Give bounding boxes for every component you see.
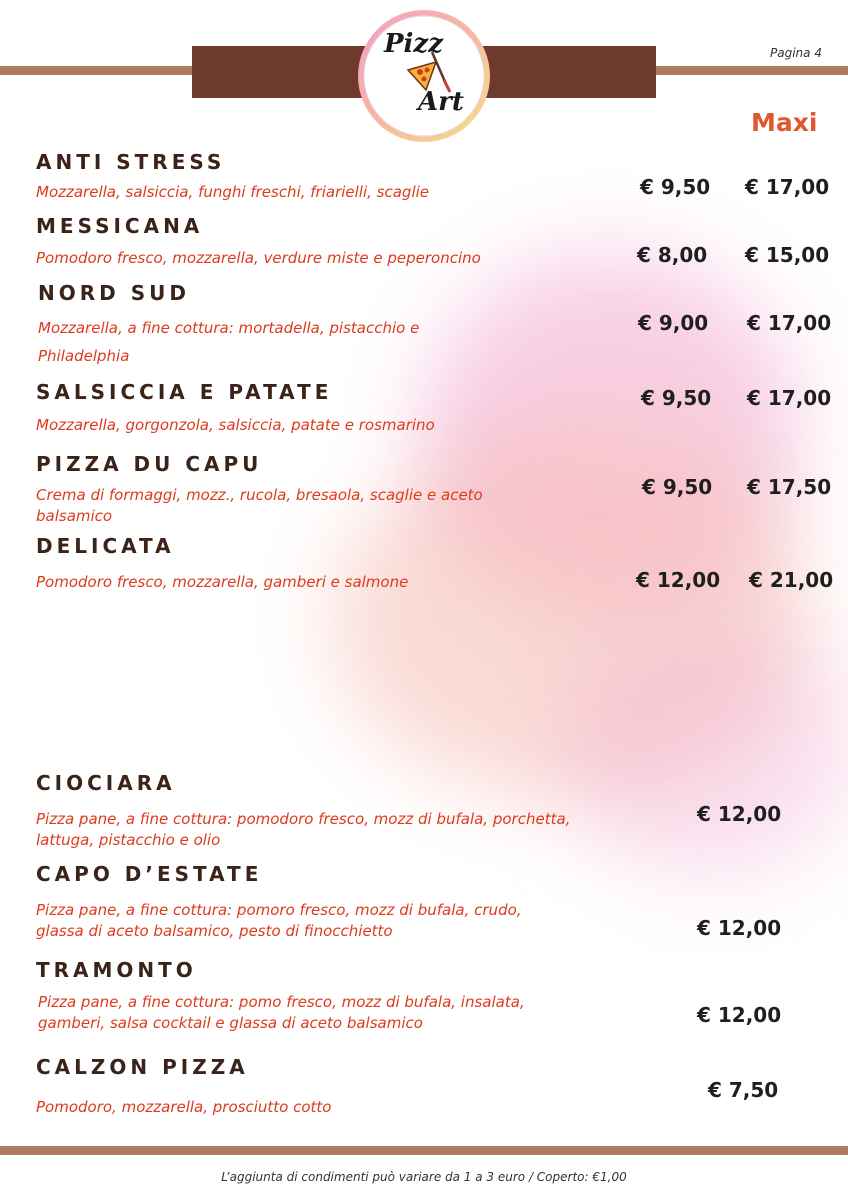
special-description-cont: lattuga, pistacchio e olio — [36, 831, 221, 849]
pizza-price: € 9,00 — [638, 311, 709, 335]
special-price: € 12,00 — [697, 916, 782, 940]
pizza-price-maxi: € 21,00 — [749, 568, 834, 592]
pizza-price: € 8,00 — [637, 243, 708, 267]
watercolor-stain — [560, 620, 848, 880]
special-price: € 12,00 — [697, 802, 782, 826]
special-description-cont: gamberi, salsa cocktail e glassa di aceto balsamico — [38, 1014, 423, 1032]
pizza-price: € 9,50 — [642, 475, 713, 499]
pizzart-logo — [356, 8, 492, 144]
pizza-price: € 9,50 — [640, 175, 711, 199]
special-description: Pomodoro, mozzarella, prosciutto cotto — [36, 1098, 332, 1116]
special-price: € 12,00 — [697, 1003, 782, 1027]
special-description: Pizza pane, a fine cottura: pomo fresco, mozz di bufala, insalata, — [38, 993, 525, 1011]
special-name: CAPO D’ESTATE — [36, 862, 263, 886]
special-name: TRAMONTO — [36, 958, 197, 982]
pizza-name: SALSICCIA E PATATE — [36, 380, 333, 404]
header-bar-left — [0, 66, 192, 75]
special-description-cont: glassa di aceto balsamico, pesto di finocchietto — [36, 922, 393, 940]
pizza-price-maxi: € 17,00 — [747, 386, 832, 410]
pizza-description: Mozzarella, gorgonzola, salsiccia, patate e rosmarino — [36, 416, 435, 434]
pizza-description: Mozzarella, salsiccia, funghi freschi, friarielli, scaglie — [36, 183, 430, 201]
pizza-price-maxi: € 17,50 — [747, 475, 832, 499]
footer-bar — [0, 1146, 848, 1155]
pizza-name: NORD SUD — [38, 281, 190, 305]
special-name: CALZON PIZZA — [36, 1055, 249, 1079]
special-price: € 7,50 — [708, 1078, 779, 1102]
pizza-price-maxi: € 17,00 — [745, 175, 830, 199]
pizza-name: MESSICANA — [36, 214, 204, 238]
pizza-description: Pomodoro fresco, mozzarella, verdure miste e peperoncino — [36, 249, 481, 267]
pizza-name: DELICATA — [36, 534, 175, 558]
logo-text-top: Pizz — [384, 29, 443, 59]
footer-note: L’aggiunta di condimenti può variare da 1 a 3 euro / Coperto: €1,00 — [221, 1170, 627, 1184]
pizza-description-cont: Philadelphia — [38, 347, 130, 365]
pizza-description: Pomodoro fresco, mozzarella, gamberi e salmone — [36, 573, 409, 591]
pizza-price: € 12,00 — [636, 568, 721, 592]
special-name: CIOCIARA — [36, 771, 176, 795]
pizza-description: Crema di formaggi, mozz., rucola, bresaola, scaglie e aceto — [36, 486, 483, 504]
special-description: Pizza pane, a fine cottura: pomoro fresco, mozz di bufala, crudo, — [36, 901, 522, 919]
pizza-description: Mozzarella, a fine cottura: mortadella, pistacchio e — [38, 319, 420, 337]
maxi-column-label: Maxi — [751, 108, 818, 137]
logo-text-bottom: Art — [418, 87, 464, 117]
special-description: Pizza pane, a fine cottura: pomodoro fresco, mozz di bufala, porchetta, — [36, 810, 571, 828]
pizza-price: € 9,50 — [641, 386, 712, 410]
pizza-description-cont: balsamico — [36, 507, 113, 525]
watercolor-stain — [470, 370, 770, 630]
pizza-price-maxi: € 17,00 — [747, 311, 832, 335]
header-bar-right — [656, 66, 848, 75]
pizza-name: ANTI STRESS — [36, 150, 226, 174]
watercolor-stain — [420, 250, 800, 610]
page-number: Pagina 4 — [770, 46, 822, 60]
pizza-name: PIZZA DU CAPU — [36, 452, 263, 476]
pizza-price-maxi: € 15,00 — [745, 243, 830, 267]
